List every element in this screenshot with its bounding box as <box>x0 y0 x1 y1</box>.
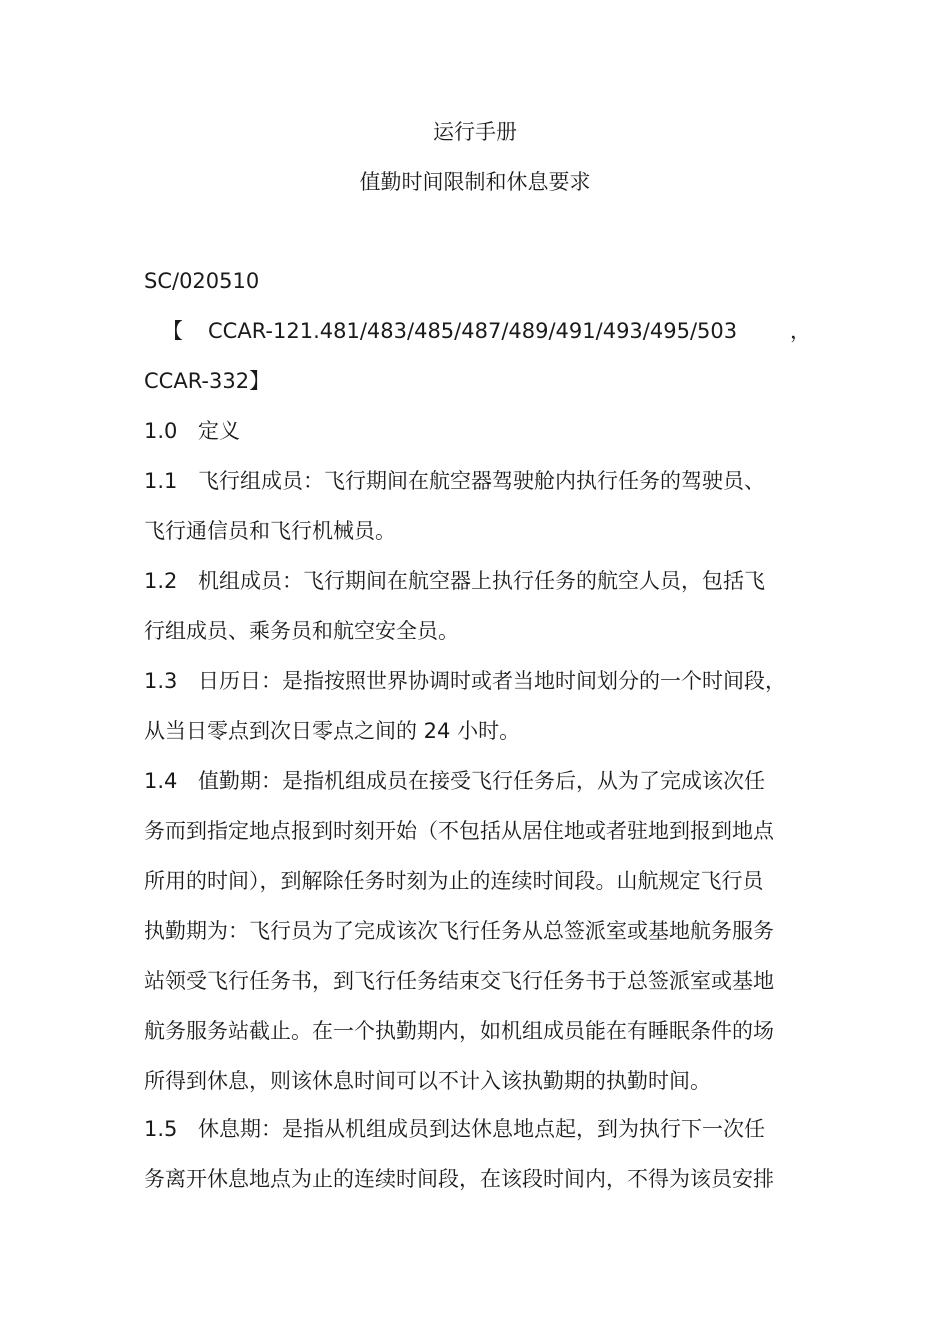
section-1-5-line-2: 务离开休息地点为止的连续时间段，在该段时间内，不得为该员安排 <box>144 1167 774 1191</box>
section-1-3-line-2: 从当日零点到次日零点之间的 24 小时。 <box>144 719 521 743</box>
section-1-4-line-1 <box>144 766 808 796</box>
section-1-4-line-3: 所用的时间），到解除任务时刻为止的连续时间段。山航规定飞行员 <box>144 869 764 893</box>
section-number: 1.5 <box>144 1117 178 1141</box>
section-1-4-line-7: 所得到休息，则该休息时间可以不计入该执勤期的执勤时间。 <box>144 1069 711 1093</box>
section-text: 机组成员：飞行期间在航空器上执行任务的航空人员，包括飞 <box>198 569 765 593</box>
regulation-reference-cont: CCAR-332】 <box>144 369 271 393</box>
section-1-4-line-4: 执勤期为：飞行员为了完成该次飞行任务从总签派室或基地航务服务 <box>144 919 774 943</box>
section-text: 飞行组成员：飞行期间在航空器驾驶舱内执行任务的驾驶员、 <box>198 469 765 493</box>
section-heading-1-0 <box>144 416 808 446</box>
section-text: 值勤期：是指机组成员在接受飞行任务后，从为了完成该次任 <box>198 769 765 793</box>
section-1-5-line-1 <box>144 1114 808 1144</box>
section-number: 1.4 <box>144 769 178 793</box>
document-code: SC/020510 <box>144 269 260 293</box>
section-number: 1.3 <box>144 669 178 693</box>
reference-text: CCAR-121.481/483/485/487/489/491/493/495/503 <box>208 319 738 343</box>
section-title: 值勤时间限制和休息要求 <box>359 170 591 194</box>
section-1-1-line-1 <box>144 466 808 496</box>
section-number: 1.0 <box>144 419 178 443</box>
section-number: 1.2 <box>144 569 178 593</box>
reference-open-bracket: 【 <box>162 319 183 343</box>
section-text: 定义 <box>198 419 240 443</box>
section-1-4-line-2: 务而到指定地点报到时刻开始（不包括从居住地或者驻地到报到地点 <box>144 819 774 843</box>
section-1-4-line-6: 航务服务站截止。在一个执勤期内，如机组成员能在有睡眠条件的场 <box>144 1019 774 1043</box>
reference-comma: ， <box>790 319 811 343</box>
section-1-3-line-1 <box>144 666 808 696</box>
section-1-1-line-2: 飞行通信员和飞行机械员。 <box>144 519 396 543</box>
section-1-2-line-2: 行组成员、乘务员和航空安全员。 <box>144 619 459 643</box>
section-text: 休息期：是指从机组成员到达休息地点起，到为执行下一次任 <box>198 1117 765 1141</box>
manual-title: 运行手册 <box>433 120 517 144</box>
section-1-2-line-1 <box>144 566 808 596</box>
section-1-4-line-5: 站领受飞行任务书，到飞行任务结束交飞行任务书于总签派室或基地 <box>144 969 774 993</box>
section-number: 1.1 <box>144 469 178 493</box>
section-text: 日历日：是指按照世界协调时或者当地时间划分的一个时间段， <box>198 669 786 693</box>
